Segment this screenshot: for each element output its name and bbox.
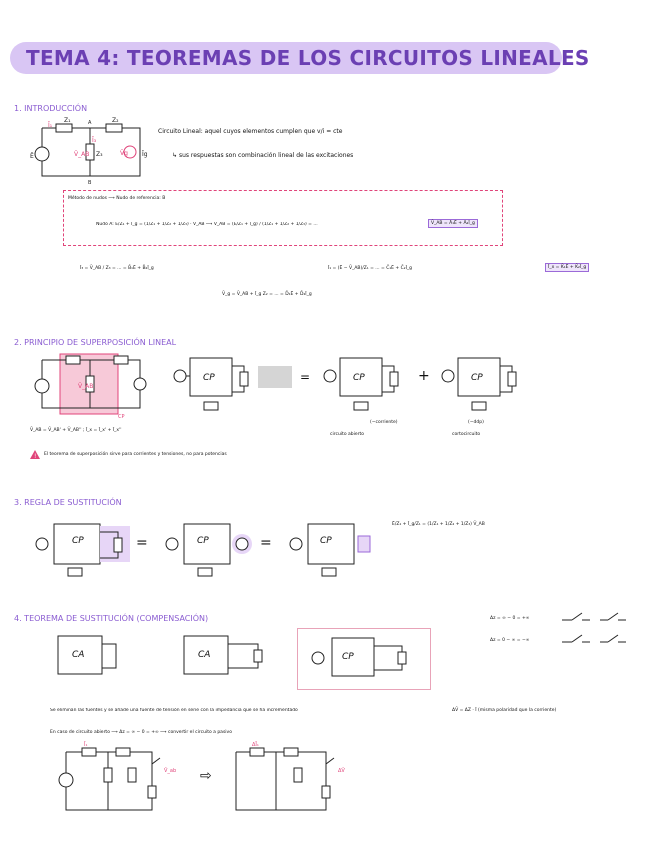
cp-label-4: CP <box>342 652 354 662</box>
svg-text:Ī₁: Ī₁ <box>84 742 88 748</box>
short-circuit-note: (−ddp) <box>468 420 484 425</box>
theorem-description: Se eliminan las fuentes y se añade una fuente de tensión en serie con la impedancia que se ha incrementado <box>50 708 298 713</box>
svg-text:Z₁: Z₁ <box>64 117 71 124</box>
sub-cp-label-2: CP <box>197 536 209 546</box>
intro-consequence-text: sus respuestas son combinación lineal de las excitaciones <box>178 152 354 159</box>
section-heading-2: 2. PRINCIPIO DE SUPERPOSICIÓN LINEAL <box>14 338 177 347</box>
warning-icon <box>30 450 40 459</box>
superposition-circuit <box>30 350 160 422</box>
superposition-sum: V̄_AB = V̄_AB' + V̄_AB'' ; Ī_x = Ī_x' + Ī_x'' <box>30 428 122 433</box>
vg-equation: V̄_g = V̄_AB + Ī_g Z₂ = ... = D̄₁Ē + D̄₂Ī_g <box>222 292 312 297</box>
delta-rule-1: Δz = ∞ − 0 = +∞ <box>490 616 530 621</box>
substitution-cp-2 <box>160 518 264 578</box>
ca-label-1: CA <box>72 650 85 660</box>
cp-label-1: CP <box>203 373 215 383</box>
svg-text:Z₂: Z₂ <box>112 117 119 124</box>
superposition-warning: El teorema de superposición sirve para corrientes y tensiones, no para potencias <box>44 452 227 457</box>
page-title: TEMA 4: TEOREMAS DE LOS CIRCUITOS LINEALES <box>26 46 590 70</box>
svg-text:Z₃: Z₃ <box>96 151 103 158</box>
section-heading-1: 1. INTRODUCCIÓN <box>14 104 88 113</box>
svg-text:ΔĪ₁: ΔĪ₁ <box>252 742 259 748</box>
i1-equation: Ī₁ = (Ē − V̄_AB)/Z₁ = ... = C̄₁Ē + C̄₂Ī_g <box>328 266 412 271</box>
switch-icons <box>560 610 630 654</box>
theorem-formula: ΔV̄ = ΔZ · Ī (misma polaridad que la corriente) <box>452 708 557 713</box>
section-heading-4: 4. TEOREMA DE SUSTITUCIÓN (COMPENSACIÓN) <box>14 614 209 623</box>
svg-text:Ī₁: Ī₁ <box>48 122 53 129</box>
intro-definition: Circuito Lineal: aquel cuyos elementos cumplen que v/i = cte <box>158 128 343 135</box>
plus-sign: + <box>418 368 430 384</box>
svg-text:V̄_ab: V̄_ab <box>164 768 177 774</box>
ix-result: Ī_x = K̄₁Ē + K̄₂Ī_g <box>545 263 589 272</box>
theorem-ca-2 <box>170 630 270 682</box>
svg-text:B: B <box>88 180 92 186</box>
svg-text:V̄g: V̄g <box>120 150 128 157</box>
delta-rule-2: Δz = 0 − ∞ = −∞ <box>490 638 530 643</box>
svg-text:Ē: Ē <box>30 153 34 160</box>
node-equation: Nudo A: Ē/Z₁ + Ī_g = (1/Z₁ + 1/Z₂ + 1/Z₃) · V̄_AB ⟶ V̄_AB = (Ē/Z₁ + Ī_g) / (1/Z₁ + 1/Z₂ + 1/Z₃) = ... <box>96 222 318 227</box>
svg-text:ΔV̄: ΔV̄ <box>338 768 345 774</box>
equivalence-note <box>258 366 292 388</box>
equals-sign-1: = <box>300 370 311 384</box>
cp-short-circuit <box>440 352 530 414</box>
sub-cp-label-3: CP <box>320 536 332 546</box>
cp-label-2: CP <box>353 373 365 383</box>
equals-sign-2: = <box>136 535 148 551</box>
node-result: V̄_AB = Ā₁Ē + Ā₂Ī_g <box>428 219 478 228</box>
equals-sign-3: = <box>260 535 272 551</box>
substitution-cp-1 <box>30 518 134 578</box>
svg-text:!: ! <box>34 453 37 460</box>
cp-label-3: CP <box>471 373 483 383</box>
theorem-ca-1 <box>44 630 140 682</box>
open-circuit-note: (−corriente) <box>370 420 398 425</box>
compensation-circuit-before <box>52 744 182 818</box>
sub-cp-label-1: CP <box>72 536 84 546</box>
svg-text:Īg: Īg <box>142 151 148 158</box>
open-circuit-label: circuito abierto <box>330 432 365 437</box>
substitution-equation: Ē/Z₁ + Ī_g/Z₁ = (1/Z₁ + 1/Z₂ + 1/Z₃) V̄_AB <box>392 522 485 527</box>
svg-text:Ī₃: Ī₃ <box>92 137 97 144</box>
open-case-note: En caso de circuito abierto ⟶ Δz = ∞ − 0 = +∞ ⟶ convertir el circuito a pasivo <box>50 730 232 735</box>
cp-open-circuit <box>322 352 412 414</box>
arrow-right: ⇨ <box>200 768 212 784</box>
short-circuit-label: cortocircuito <box>452 432 481 437</box>
ca-label-2: CA <box>198 650 211 660</box>
intro-consequence: ↳ sus respuestas son combinación lineal de las excitaciones <box>172 152 354 159</box>
intro-circuit <box>30 118 160 188</box>
svg-text:CP: CP <box>118 414 125 420</box>
theorem-cp <box>306 632 416 686</box>
substitution-cp-3 <box>284 518 388 578</box>
section-heading-3: 3. REGLA DE SUSTITUCIÓN <box>14 498 122 507</box>
i3-equation: Ī₃ = V̄_AB / Z₃ = ... = B̄₁Ē + B̄₂Ī_g <box>80 266 154 271</box>
cp-block <box>172 352 262 414</box>
node-method-title: Método de nudos ⟶ Nudo de referencia: B <box>68 196 166 201</box>
svg-text:V̄_AB: V̄_AB <box>78 383 94 390</box>
compensation-circuit-after <box>226 744 356 818</box>
svg-text:V̄_AB: V̄_AB <box>74 151 90 158</box>
svg-text:A: A <box>88 120 92 126</box>
